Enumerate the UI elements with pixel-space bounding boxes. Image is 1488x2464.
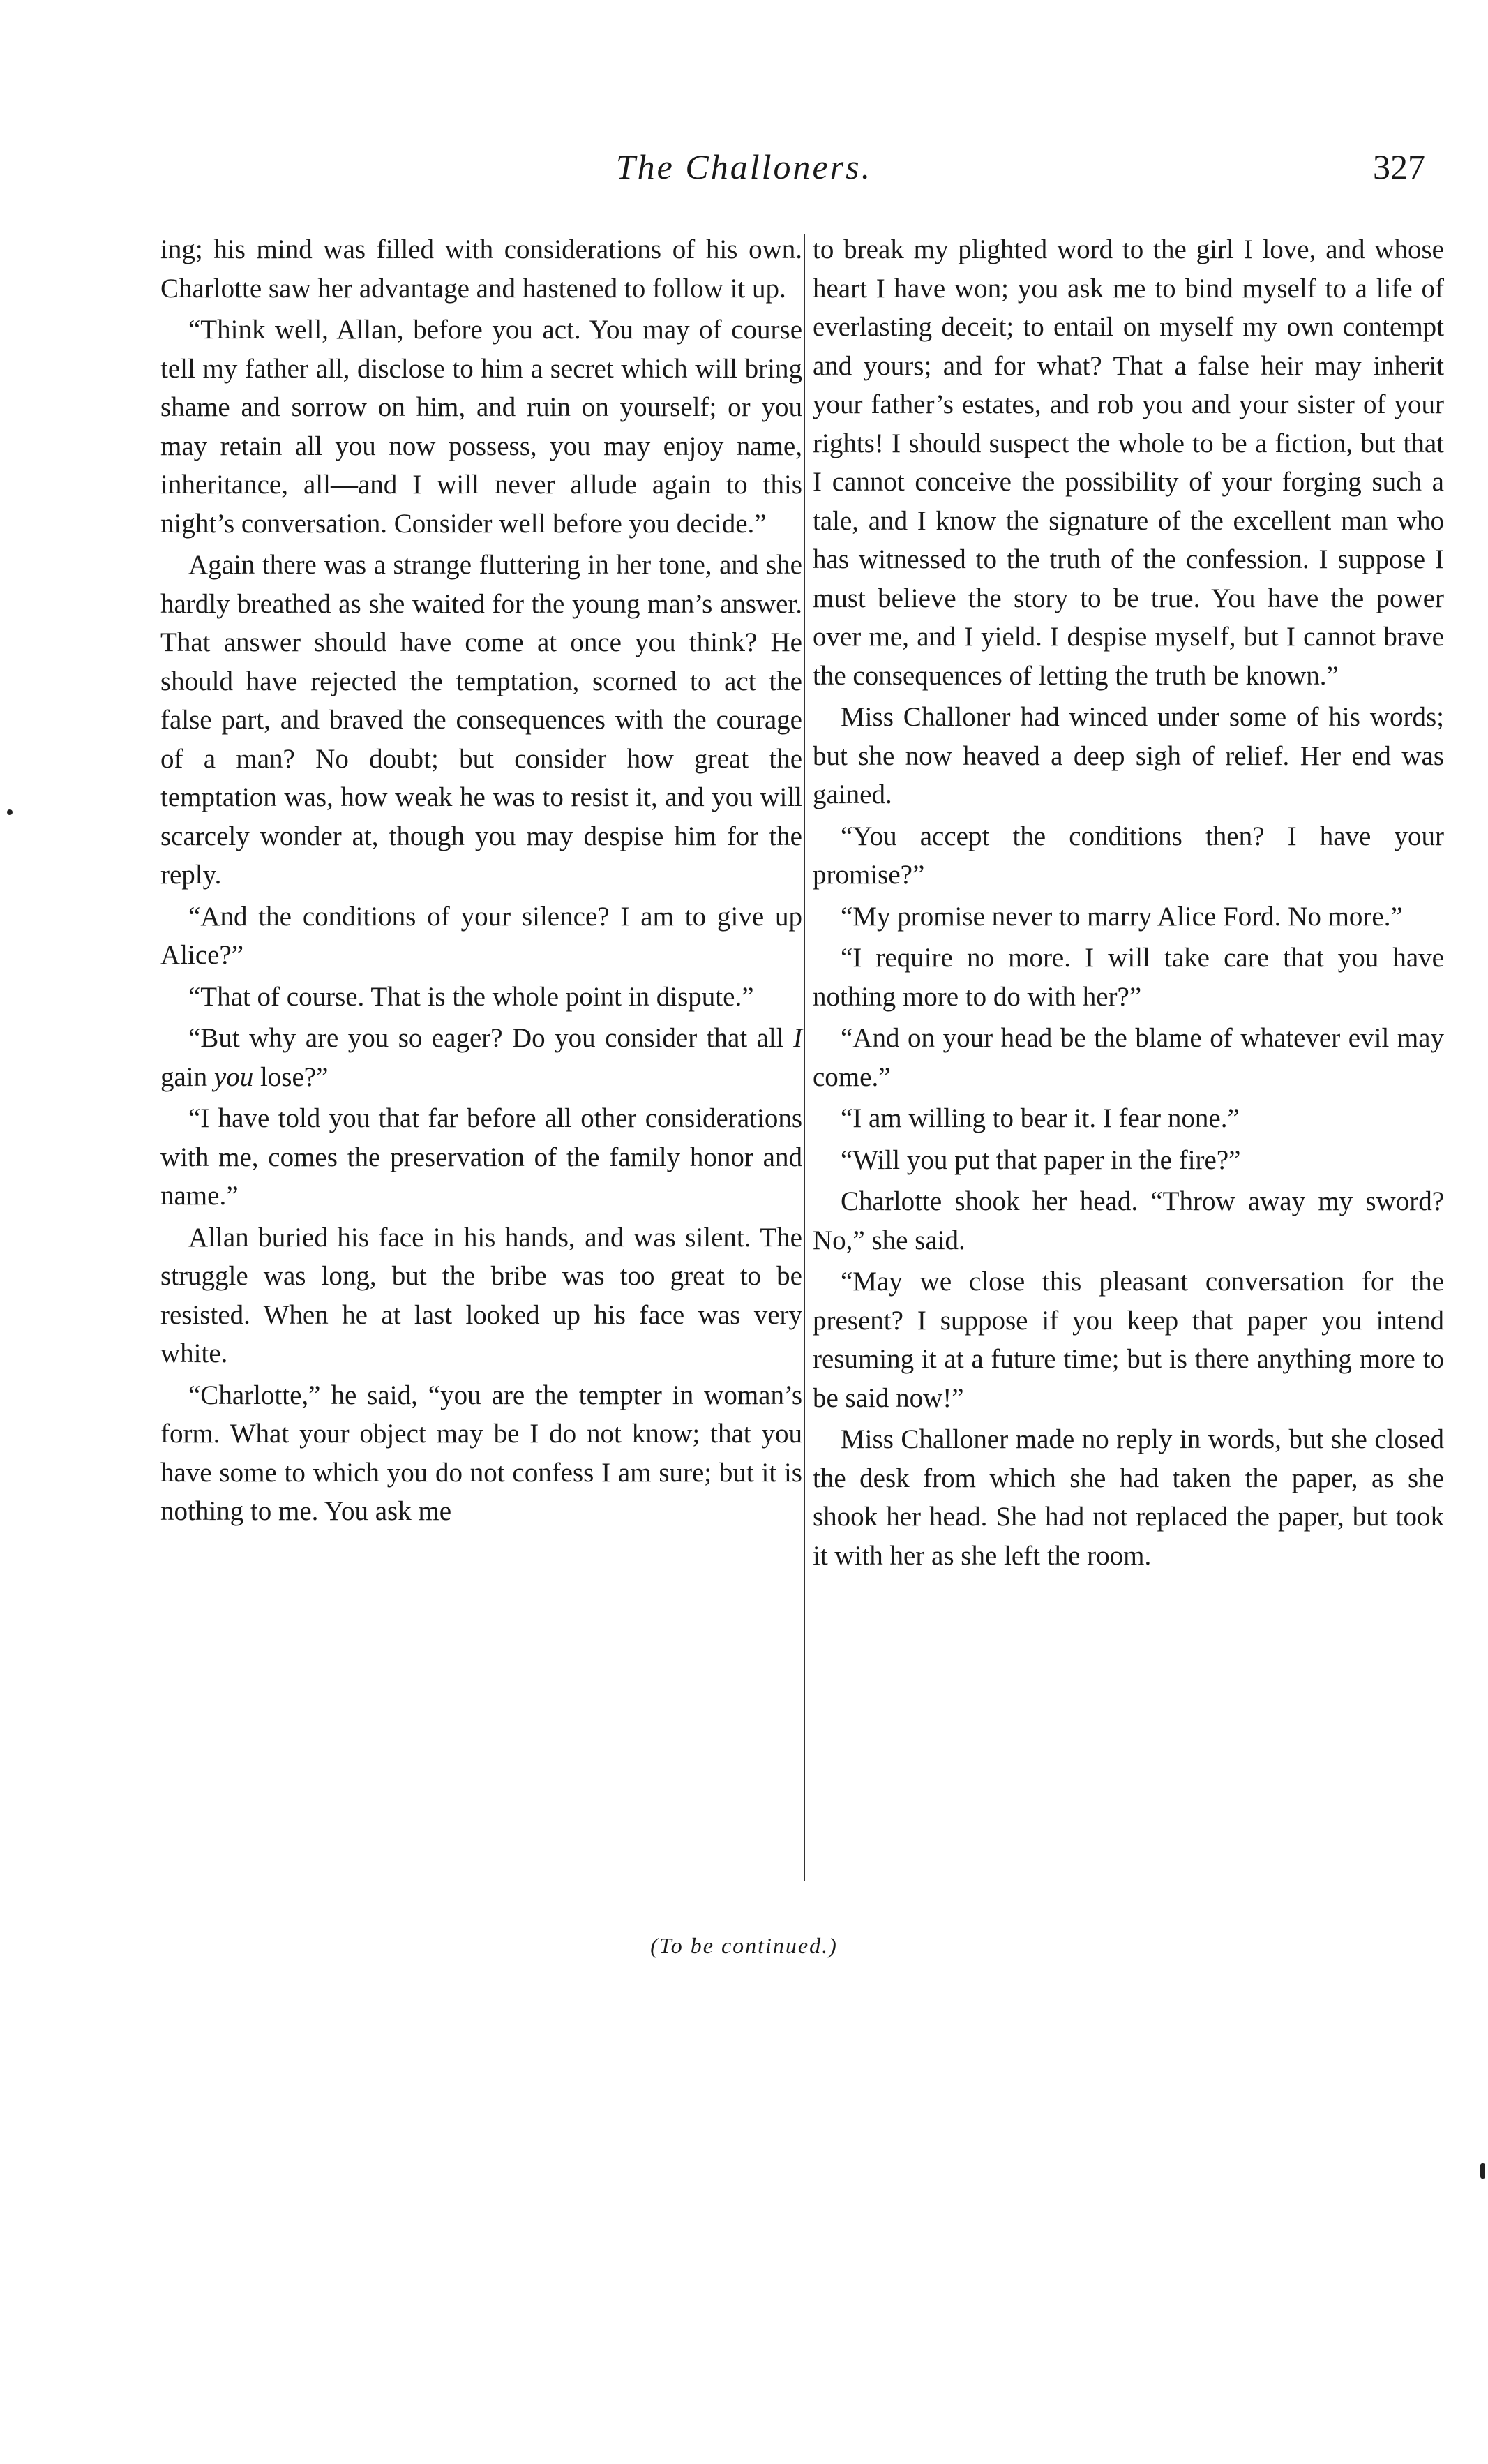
- right-column: [813, 230, 1444, 1578]
- paragraph: “I have told you that far before all other considerations with me, comes the preservation of the family honor and name.”: [160, 1103, 802, 1211]
- paragraph: Charlotte shook her head. “Throw away my sword? No,” she said.: [813, 1186, 1444, 1255]
- to-be-continued-note: (To be continued.): [650, 1933, 838, 1958]
- paragraph: to break my plighted word to the girl I love, and whose heart I have won; you ask me to bind myself to a life of everlasting deceit; to entail on myself my own contempt and yours; and for what? That a false heir may inherit your father’s estates, and rob you and your sister of your rights! I should suspect the whole to be a fiction, but that I cannot conceive the possibility of your forging such a tale, and I know the signature of the excellent man who has witnessed to the truth of the confession. I suppose I must believe the story to be true. You have the power over me, and I yield. I despise myself, but I cannot brave the consequences of letting the truth be known.”: [813, 234, 1444, 691]
- text-span: “But why are you so eager? Do you consider that all: [188, 1023, 793, 1053]
- page-header: [0, 147, 1488, 202]
- paragraph: “I require no more. I will take care that you have nothing more to do with her?”: [813, 943, 1444, 1012]
- left-column: [160, 230, 802, 1534]
- paragraph: Allan buried his face in his hands, and was silent. The struggle was long, but the bribe was too great to be resisted. When he at last looked up his face was very white.: [160, 1222, 802, 1368]
- text-span: lose?”: [253, 1061, 329, 1092]
- paragraph: Again there was a strange fluttering in her tone, and she hardly breathed as she waited for the young man’s answer. That answer should have come at once you think? He should have rejected the temptation, scorned to act the false part, and braved the consequences with the courage of a man? No doubt; but consider how great the temptation was, how weak he was to resist it, and you will scarcely wonder at, though you may despise him for the reply.: [160, 550, 802, 890]
- paragraph: “And the conditions of your silence? I am to give up Alice?”: [160, 901, 802, 970]
- ink-speck: [7, 809, 13, 815]
- page-number: 327: [1373, 147, 1425, 186]
- paragraph: “That of course. That is the whole point in dispute.”: [188, 981, 754, 1012]
- italic-word: I: [793, 1023, 802, 1053]
- italic-word: you: [213, 1061, 254, 1092]
- paragraph: “And on your head be the blame of whatever evil may come.”: [813, 1023, 1444, 1092]
- text-span: gain: [160, 1061, 214, 1092]
- paragraph: ing; his mind was filled with considerations of his own. Charlotte saw her advantage and hastened to follow it up.: [160, 234, 802, 304]
- paragraph: “My promise never to marry Alice Ford. No more.”: [841, 901, 1403, 932]
- paragraph: “May we close this pleasant conversation for the present? I suppose if you keep that paper you intend resuming it at a future time; but is there anything more to be said now!”: [813, 1267, 1444, 1413]
- paragraph: “Will you put that paper in the fire?”: [841, 1144, 1241, 1175]
- paragraph: “Think well, Allan, before you act. You may of course tell my father all, disclose to him a secret which will bring shame and sorrow on him, and ruin on yourself; or you may retain all you now possess, you may enjoy name, inheritance, all—and I will never allude again to this night’s conversation. Consider well before you decide.”: [160, 315, 802, 539]
- running-title: The Challoners.: [615, 147, 873, 186]
- paragraph: Miss Challoner made no reply in words, but she closed the desk from which she had taken the paper, as she shook her head. She had not replaced the paper, but took it with her as she left the room.: [813, 1424, 1444, 1571]
- paragraph: [160, 1019, 802, 1096]
- paragraph: “I am willing to bear it. I fear none.”: [841, 1103, 1240, 1133]
- column-divider: [804, 234, 805, 1881]
- paragraph: “You accept the conditions then? I have your promise?”: [813, 821, 1444, 890]
- ink-speck: [1480, 2163, 1485, 2179]
- paragraph: “Charlotte,” he said, “you are the tempter in woman’s form. What your object may be I do not know; that you have some to which you do not confess I am sure; but it is nothing to me. You ask me: [160, 1380, 802, 1526]
- paragraph: Miss Challoner had winced under some of his words; but she now heaved a deep sigh of relief. Her end was gained.: [813, 702, 1444, 809]
